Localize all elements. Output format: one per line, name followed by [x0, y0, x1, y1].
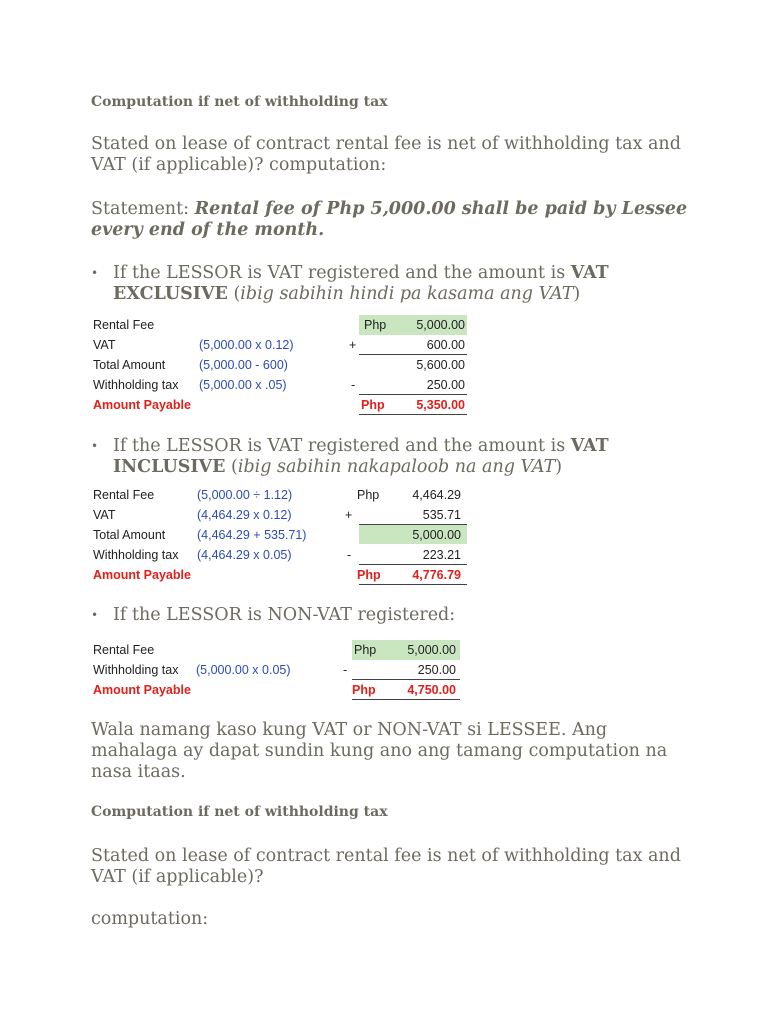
row-amount: 5,350.00	[416, 398, 465, 412]
section-heading: Computation if net of withholding tax	[91, 94, 388, 110]
bullet-italic: ibig sabihin nakapaloob na ang VAT	[237, 457, 556, 477]
bullet-italic: ibig sabihin hindi pa kasama ang VAT	[240, 284, 574, 304]
row-amount: 250.00	[417, 663, 456, 677]
table-vat-exclusive	[91, 314, 471, 418]
row-currency: Php	[357, 488, 380, 502]
bullet-close: )	[573, 284, 581, 304]
bullet-pre: If the LESSOR is VAT registered and the amount is	[113, 436, 571, 456]
row-amount: 223.21	[422, 548, 461, 562]
row-amount: 250.00	[426, 378, 465, 392]
bullet-text	[113, 605, 673, 626]
bullet-bold: VAT INCLUSIVE	[113, 436, 609, 477]
row-label: Total Amount	[93, 528, 166, 542]
row-operator: +	[349, 338, 357, 352]
row-formula: (4,464.29 x 0.12)	[197, 508, 292, 522]
table-row	[91, 355, 471, 375]
intro-paragraph: Stated on lease of contract rental fee is net of withholding tax and VAT (if applicable)? computation:	[91, 134, 681, 175]
bullet-close: )	[555, 457, 563, 477]
row-label: Withholding tax	[93, 548, 179, 562]
table-row	[91, 505, 471, 525]
bullet-pre: If the LESSOR is VAT registered and the amount is	[113, 263, 571, 283]
bullet-open: (	[227, 284, 241, 304]
table-row	[91, 395, 471, 415]
row-operator: -	[351, 378, 356, 392]
table-row	[91, 315, 471, 335]
row-formula: (5,000.00 x .05)	[199, 378, 287, 392]
row-currency: Php	[361, 398, 385, 412]
row-label: Total Amount	[93, 358, 166, 372]
row-amount: 5,000.00	[412, 528, 461, 542]
row-label: VAT	[93, 508, 116, 522]
bullet-pre: If the LESSOR is NON-VAT registered:	[113, 605, 456, 625]
statement-paragraph	[91, 199, 691, 241]
row-formula: (4,464.29 + 535.71)	[197, 528, 307, 542]
row-label: VAT	[93, 338, 116, 352]
bullet-dot: •	[91, 608, 99, 622]
row-amount: 5,000.00	[416, 318, 465, 332]
row-amount: 5,000.00	[407, 643, 456, 657]
row-formula: (5,000.00 x 0.12)	[199, 338, 294, 352]
bullet-dot: •	[91, 439, 99, 453]
row-label: Amount Payable	[93, 568, 191, 582]
row-currency: Php	[357, 568, 381, 582]
computation-label: computation:	[91, 909, 209, 929]
row-label: Amount Payable	[93, 683, 191, 697]
row-label: Rental Fee	[93, 643, 155, 657]
row-formula: (5,000.00 x 0.05)	[196, 663, 291, 677]
table-row	[91, 375, 471, 395]
row-label: Rental Fee	[93, 318, 155, 332]
row-formula: (5,000.00 - 600)	[199, 358, 288, 372]
row-operator: -	[347, 548, 352, 562]
bullet-open: (	[225, 457, 238, 477]
table-non-vat	[91, 639, 471, 703]
row-operator: +	[345, 508, 353, 522]
row-amount: 4,750.00	[407, 683, 456, 697]
table-row	[91, 485, 471, 505]
row-amount: 4,776.79	[412, 568, 461, 582]
row-currency: Php	[364, 318, 387, 332]
row-label: Amount Payable	[93, 398, 191, 412]
statement-text: Rental fee of Php 5,000.00 shall be paid by Lessee every end of the month.	[91, 199, 688, 240]
table-row	[91, 545, 471, 565]
table-row	[91, 525, 471, 545]
row-amount: 5,600.00	[416, 358, 465, 372]
bullet-text	[113, 436, 673, 478]
row-currency: Php	[354, 643, 377, 657]
closing-paragraph: Wala namang kaso kung VAT or NON-VAT si LESSEE. Ang mahalaga ay dapat sundin kung ano ang tamang computation na nasa itaas.	[91, 720, 668, 782]
bullet-bold: VAT EXCLUSIVE	[113, 263, 609, 304]
table-row	[91, 660, 471, 680]
row-label: Withholding tax	[93, 663, 179, 677]
row-currency: Php	[352, 683, 376, 697]
row-formula: (5,000.00 ÷ 1.12)	[197, 488, 293, 502]
row-amount: 600.00	[426, 338, 465, 352]
table-row	[91, 565, 471, 585]
table-row	[91, 335, 471, 355]
intro-paragraph-repeat: Stated on lease of contract rental fee is net of withholding tax and VAT (if applicable)?	[91, 846, 681, 887]
row-label: Rental Fee	[93, 488, 155, 502]
row-amount: 535.71	[422, 508, 461, 522]
bullet-text	[113, 263, 673, 305]
bullet-dot: •	[91, 266, 99, 280]
table-row	[91, 680, 471, 700]
row-operator: -	[343, 663, 348, 677]
table-row	[91, 640, 471, 660]
table-vat-inclusive	[91, 484, 471, 588]
row-label: Withholding tax	[93, 378, 179, 392]
section-heading-repeat: Computation if net of withholding tax	[91, 804, 388, 820]
row-formula: (4,464.29 x 0.05)	[197, 548, 292, 562]
row-amount: 4,464.29	[412, 488, 461, 502]
statement-prefix: Statement:	[91, 199, 195, 219]
